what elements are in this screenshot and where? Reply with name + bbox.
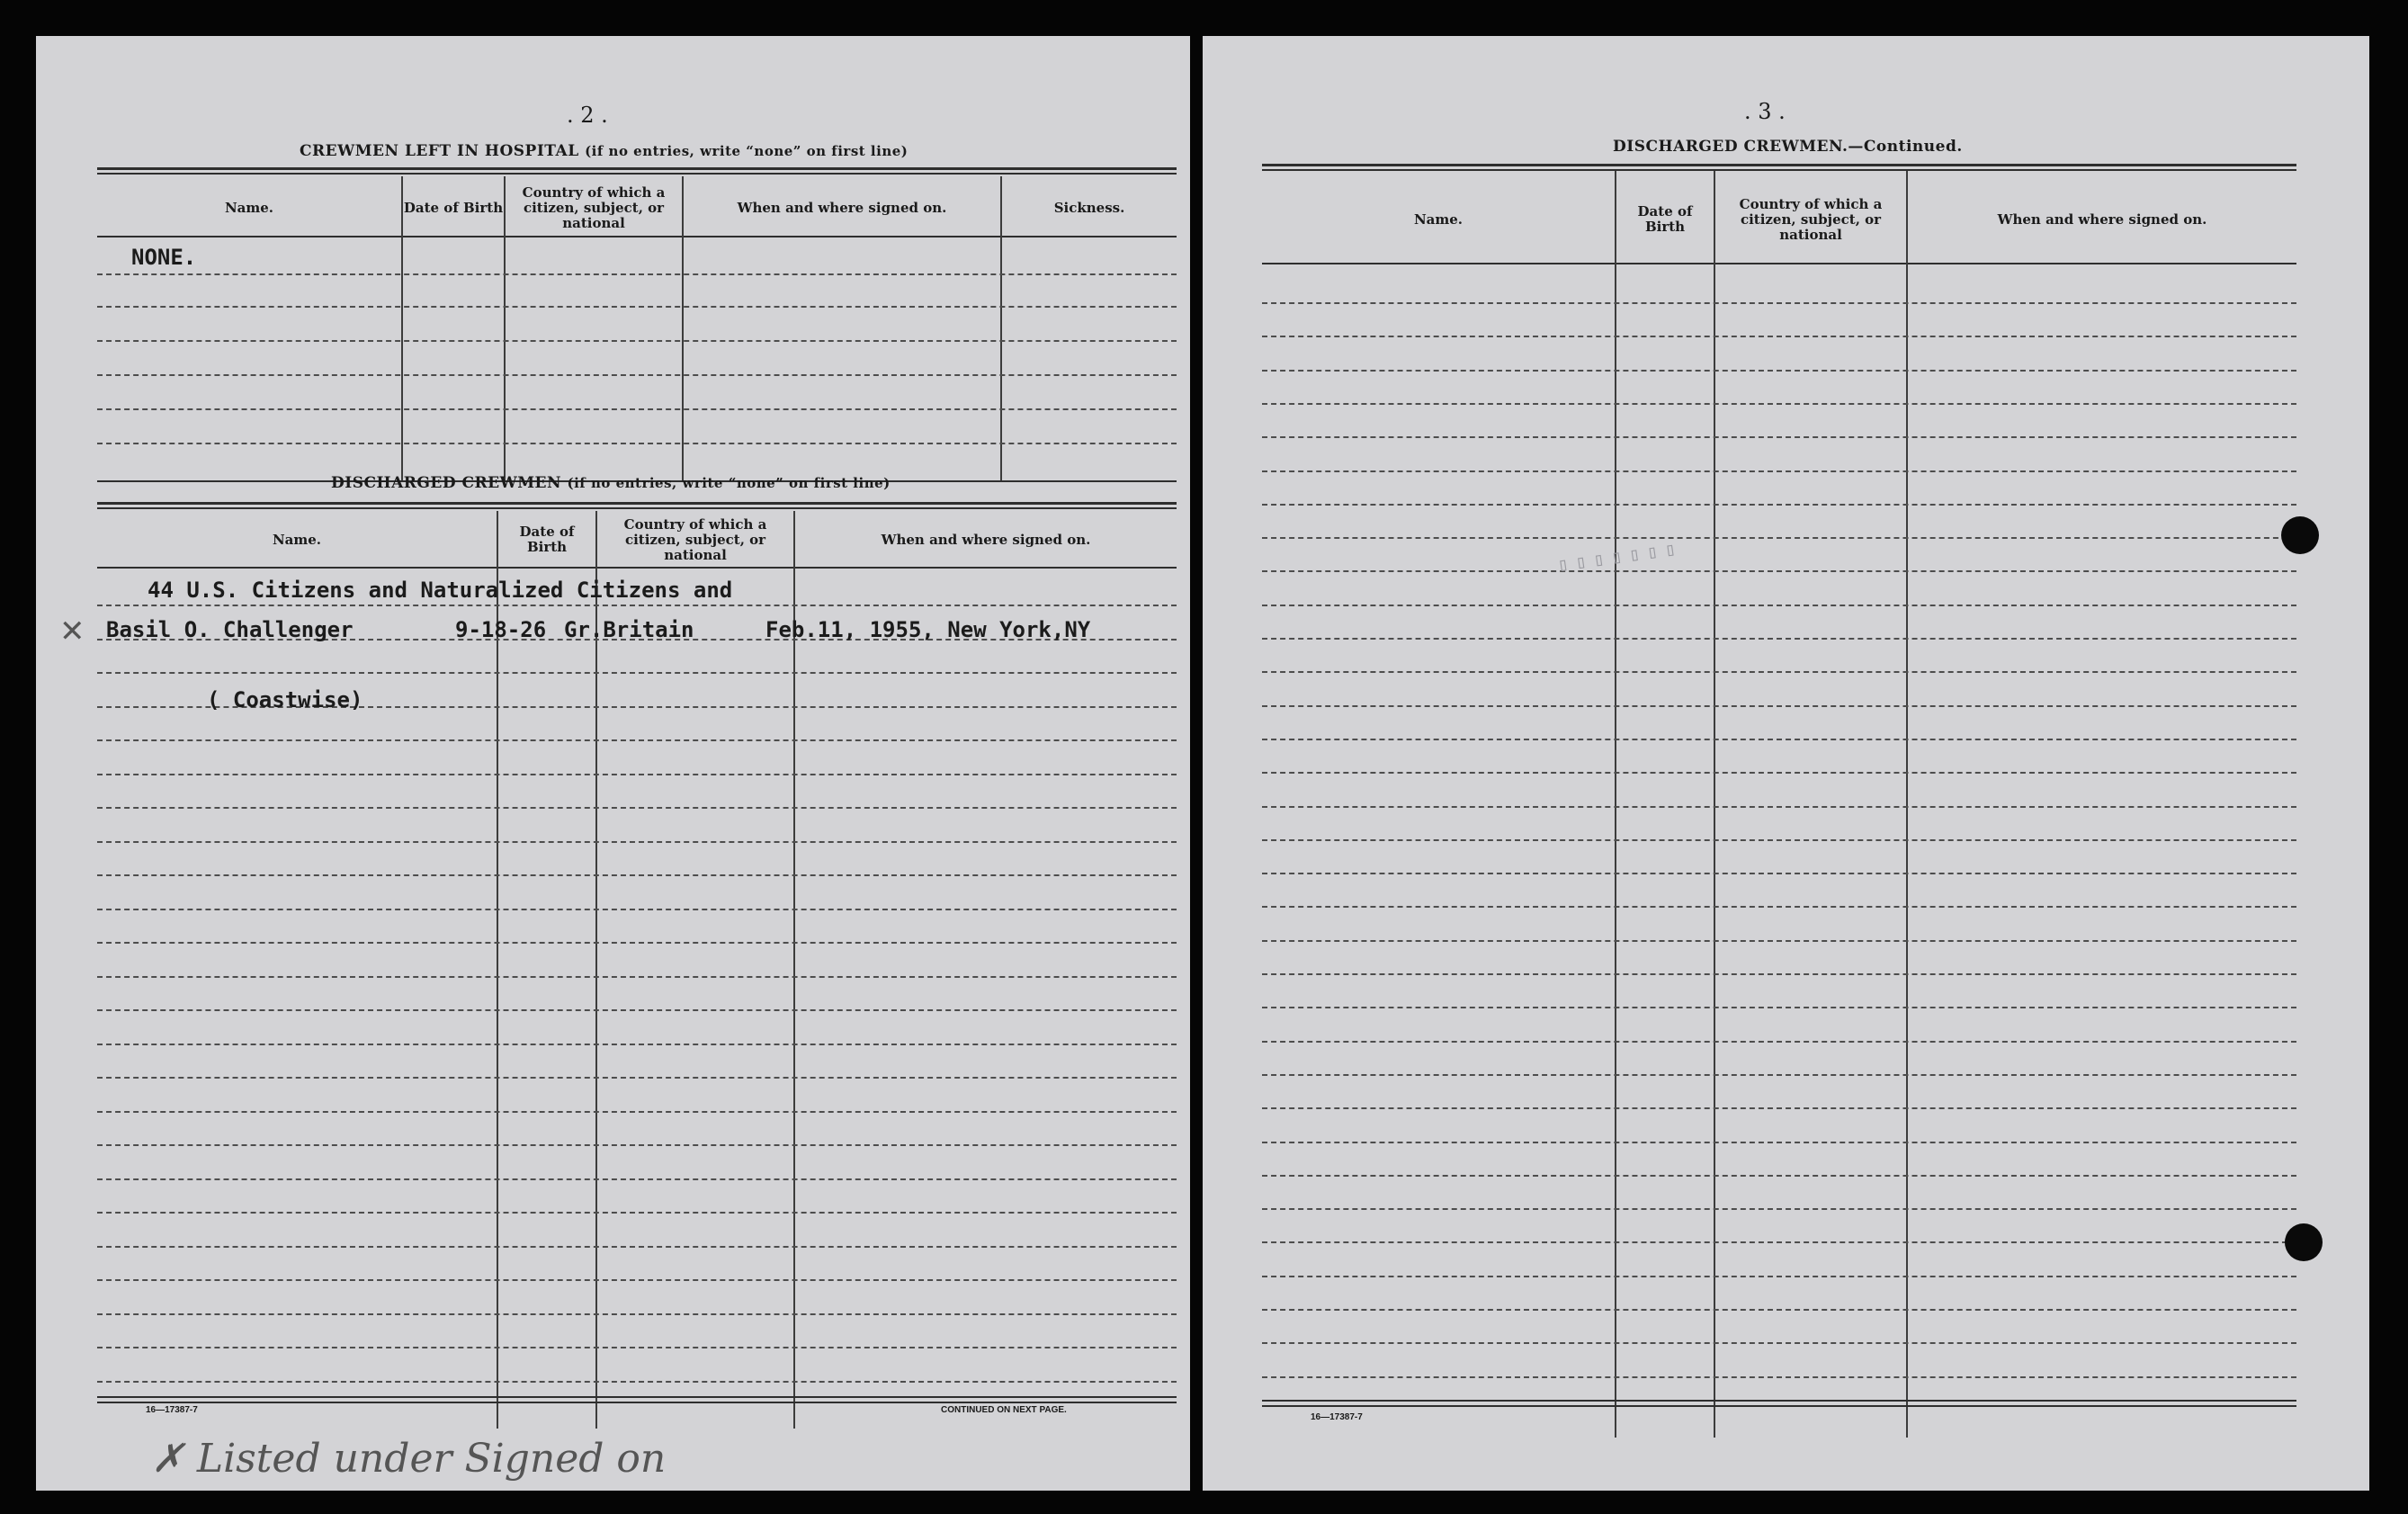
row-line [97, 942, 1177, 944]
rule [97, 1396, 1177, 1398]
row-line [97, 1044, 1177, 1045]
row-line [1262, 605, 2296, 606]
column-header-name: Name. [224, 199, 274, 216]
row-line [1262, 1241, 2296, 1243]
row-line [97, 976, 1177, 978]
row-line [1262, 1376, 2296, 1378]
column-header-country: Country of which a citizen, subject, or national [1739, 195, 1883, 243]
page-number: . 2 . [567, 103, 608, 128]
right-section-title: DISCHARGED CREWMEN.—Continued. [1613, 138, 1963, 156]
row-line [97, 1313, 1177, 1315]
row-line [1262, 739, 2296, 740]
column-header-country: Country of which a citizen, subject, or national [522, 184, 666, 231]
row-line [1262, 570, 2296, 572]
row-line [1262, 1074, 2296, 1076]
row-line [1262, 436, 2296, 438]
rule [1262, 1400, 2296, 1402]
row-line [1262, 671, 2296, 673]
column-divider [1906, 171, 1908, 1438]
rule [1262, 1405, 2296, 1407]
row-line [1262, 537, 2296, 539]
rule [1262, 169, 2296, 171]
check-mark: ✕ [59, 614, 85, 649]
hospital-entry: NONE. [131, 245, 197, 270]
row-line [1262, 302, 2296, 304]
row-line [1262, 973, 2296, 975]
row-line [97, 909, 1177, 910]
rule [97, 567, 1177, 569]
row-line [1262, 1276, 2296, 1277]
crewman-dob: 9-18-26 [455, 617, 547, 642]
row-line [1262, 336, 2296, 337]
column-divider [1714, 171, 1715, 1438]
left-page [36, 36, 1190, 1491]
hospital-title-note: (if no entries, write “none” on first line) [585, 143, 909, 159]
rule [97, 1402, 1177, 1403]
row-line [1262, 906, 2296, 908]
column-header-signed-on: When and where signed on. [1997, 211, 2207, 228]
column-header-dob: Date of Birth [519, 524, 575, 555]
row-line [1262, 370, 2296, 372]
row-line [1262, 504, 2296, 506]
row-line [1262, 873, 2296, 874]
column-divider [682, 176, 684, 482]
rule [97, 236, 1177, 237]
form-number: 16—17387-7 [1311, 1412, 1363, 1422]
row-line [97, 605, 1177, 606]
row-line [97, 1111, 1177, 1113]
column-header-sickness: Sickness. [1053, 199, 1125, 216]
rule [97, 173, 1177, 175]
discharged-title-text: DISCHARGED CREWMEN [331, 474, 562, 492]
row-line [1262, 940, 2296, 942]
row-line [97, 841, 1177, 843]
row-line [97, 1212, 1177, 1214]
row-line [97, 874, 1177, 876]
right-page [1203, 36, 2369, 1491]
column-divider [1615, 171, 1616, 1438]
rule [97, 507, 1177, 509]
column-header-signed-on: When and where signed on. [737, 199, 947, 216]
row-line [1262, 1007, 2296, 1008]
column-divider [1000, 176, 1002, 482]
column-header-name: Name. [272, 531, 322, 548]
row-line [1262, 638, 2296, 640]
row-line [97, 739, 1177, 741]
row-line [97, 807, 1177, 809]
row-line [97, 774, 1177, 775]
column-divider [497, 511, 498, 1429]
column-header-dob: Date of Birth [1637, 203, 1693, 235]
row-line [1262, 772, 2296, 774]
page-number: . 3 . [1744, 99, 1786, 124]
column-divider [595, 511, 597, 1429]
rule [97, 502, 1177, 505]
row-line [1262, 1309, 2296, 1311]
row-line [97, 1144, 1177, 1146]
row-line [97, 1279, 1177, 1281]
crewman-country: Gr.Britain [564, 617, 694, 642]
row-line [1262, 403, 2296, 405]
hospital-section-title [300, 142, 908, 160]
column-divider [793, 511, 795, 1429]
row-line [1262, 705, 2296, 707]
row-line [97, 1178, 1177, 1180]
column-header-name: Name. [1413, 211, 1464, 228]
row-line [97, 1077, 1177, 1079]
row-line [1262, 470, 2296, 472]
row-line [97, 672, 1177, 674]
crewman-name: Basil O. Challenger [106, 617, 354, 642]
rule [1262, 263, 2296, 264]
row-line [1262, 1041, 2296, 1043]
rule [1262, 164, 2296, 166]
discharged-section-title [331, 474, 891, 492]
row-line [97, 1009, 1177, 1011]
punch-hole [2281, 516, 2319, 554]
column-header-dob: Date of Birth [403, 199, 504, 216]
continued-note: CONTINUED ON NEXT PAGE. [941, 1405, 1067, 1415]
row-line [1262, 1208, 2296, 1210]
discharged-note-line: ( Coastwise) [207, 687, 363, 712]
row-line [1262, 1142, 2296, 1143]
row-line [1262, 1342, 2296, 1344]
handwritten-note: ✗ Listed under Signed on [151, 1436, 667, 1482]
row-line [97, 1381, 1177, 1383]
discharged-title-note: (if no entries, write “none” on first line) [567, 475, 891, 491]
crewman-signed-on: Feb.11, 1955, New York,NY [765, 617, 1091, 642]
column-divider [504, 176, 506, 482]
row-line [97, 1347, 1177, 1348]
row-line [1262, 806, 2296, 808]
rule [97, 167, 1177, 170]
discharged-summary-line: 44 U.S. Citizens and Naturalized Citizens and [148, 578, 733, 603]
row-line [1262, 1107, 2296, 1109]
form-number: 16—17387-7 [146, 1405, 198, 1415]
column-header-signed-on: When and where signed on. [881, 531, 1091, 548]
row-line [97, 1246, 1177, 1248]
faded-stamp: ▯▯▯▯▯▯▯ [1556, 536, 1685, 576]
column-divider [401, 176, 403, 482]
hospital-title-text: CREWMEN LEFT IN HOSPITAL [300, 142, 579, 160]
row-line [1262, 839, 2296, 841]
punch-hole [2285, 1223, 2323, 1261]
column-header-country: Country of which a citizen, subject, or national [623, 515, 767, 563]
row-line [1262, 1175, 2296, 1177]
